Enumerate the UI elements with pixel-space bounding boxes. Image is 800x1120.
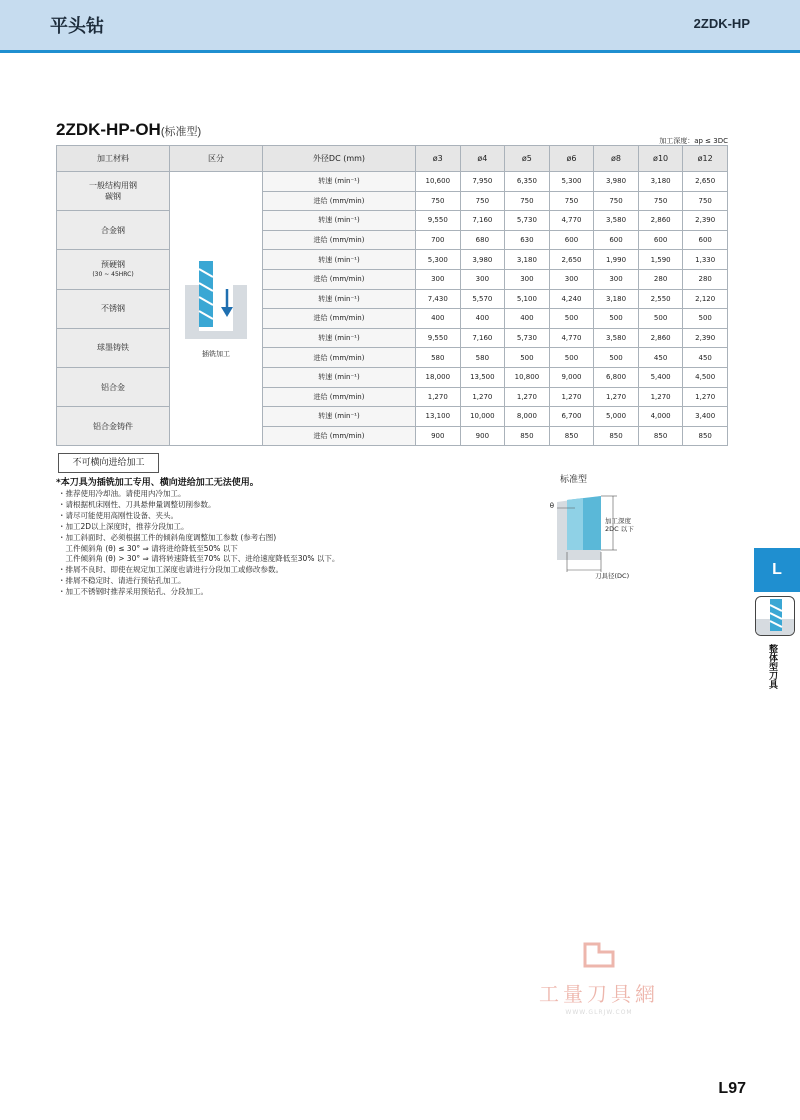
material-name: 铝合金铸件 bbox=[93, 421, 133, 431]
plunge-milling-icon bbox=[177, 259, 255, 339]
feed-label-cell: 进给 (mm/min) bbox=[263, 269, 416, 289]
table-row bbox=[57, 211, 728, 231]
speed-value-cell: 5,300 bbox=[549, 172, 594, 192]
page-number: L97 bbox=[718, 1080, 746, 1097]
depth-note: 加工深度：ap ≤ 3DC bbox=[659, 137, 728, 145]
material-name: 一般结构用钢 bbox=[89, 181, 137, 191]
feed-value-cell: 1,270 bbox=[683, 387, 728, 407]
feed-value-cell: 600 bbox=[594, 230, 639, 250]
division-caption: 插铣加工 bbox=[202, 349, 230, 358]
depth-label-2: 2DC 以下 bbox=[605, 525, 634, 533]
down-arrow-icon bbox=[221, 307, 233, 317]
speed-value-cell: 2,550 bbox=[638, 289, 683, 309]
table-row bbox=[57, 289, 728, 309]
speed-value-cell: 9,550 bbox=[416, 211, 461, 231]
feed-value-cell: 300 bbox=[505, 269, 550, 289]
speed-value-cell: 10,800 bbox=[505, 367, 550, 387]
header-dia-8: ø8 bbox=[594, 146, 639, 172]
feed-value-cell: 300 bbox=[460, 269, 505, 289]
speed-value-cell: 5,000 bbox=[594, 407, 639, 427]
feed-value-cell: 700 bbox=[416, 230, 461, 250]
speed-value-cell: 8,000 bbox=[505, 407, 550, 427]
inclined-surface-diagram bbox=[545, 486, 655, 586]
watermark-url: WWW.GLRJW.COM bbox=[565, 1009, 633, 1016]
feed-value-cell: 1,270 bbox=[460, 387, 505, 407]
header-dia-10: ø10 bbox=[638, 146, 683, 172]
speed-value-cell: 2,650 bbox=[549, 250, 594, 270]
note-item: 工件倾斜角 (θ) > 30° ⇒ 请将转速降低至70% 以下、进给速度降低至30% 以下。 bbox=[58, 554, 340, 564]
speed-value-cell: 4,500 bbox=[683, 367, 728, 387]
header-dia-3: ø3 bbox=[416, 146, 461, 172]
note-item: ・请尽可能使用高刚性设备、夹头。 bbox=[58, 510, 178, 520]
feed-value-cell: 300 bbox=[549, 269, 594, 289]
feed-label-cell: 进给 (mm/min) bbox=[263, 348, 416, 368]
speed-value-cell: 3,980 bbox=[460, 250, 505, 270]
feed-value-cell: 600 bbox=[683, 230, 728, 250]
speed-value-cell: 1,590 bbox=[638, 250, 683, 270]
header-division: 区分 bbox=[170, 146, 263, 172]
speed-value-cell: 10,000 bbox=[460, 407, 505, 427]
feed-value-cell: 500 bbox=[638, 309, 683, 329]
feed-value-cell: 750 bbox=[683, 191, 728, 211]
speed-value-cell: 9,000 bbox=[549, 367, 594, 387]
speed-label-cell: 转速 (min⁻¹) bbox=[263, 211, 416, 231]
feed-value-cell: 500 bbox=[549, 309, 594, 329]
product-subtitle: (标准型) bbox=[160, 126, 202, 138]
table-header-row bbox=[57, 146, 728, 172]
feed-value-cell: 400 bbox=[416, 309, 461, 329]
speed-value-cell: 13,100 bbox=[416, 407, 461, 427]
note-item: ・加工斜面时、必须根据工件的倾斜角度调整加工参数 (参考右图) bbox=[58, 532, 277, 542]
speed-value-cell: 3,180 bbox=[638, 172, 683, 192]
speed-value-cell: 4,770 bbox=[549, 211, 594, 231]
no-cross-feed-box: 不可横向进给加工 bbox=[58, 453, 159, 473]
plunge-only-note: *本刀具为插铣加工专用、横向进给加工无法使用。 bbox=[56, 478, 259, 488]
speed-label-cell: 转速 (min⁻¹) bbox=[263, 328, 416, 348]
feed-value-cell: 400 bbox=[460, 309, 505, 329]
speed-value-cell: 5,730 bbox=[505, 328, 550, 348]
speed-label-cell: 转速 (min⁻¹) bbox=[263, 289, 416, 309]
note-item: ・排屑不良时、即使在规定加工深度也请进行分段加工或修改参数。 bbox=[58, 565, 283, 575]
feed-label-cell: 进给 (mm/min) bbox=[263, 191, 416, 211]
dia-label: 刀具径(DC) bbox=[595, 572, 630, 580]
feed-value-cell: 750 bbox=[460, 191, 505, 211]
feed-label-cell: 进给 (mm/min) bbox=[263, 387, 416, 407]
speed-value-cell: 1,330 bbox=[683, 250, 728, 270]
speed-value-cell: 1,990 bbox=[594, 250, 639, 270]
speed-value-cell: 5,400 bbox=[638, 367, 683, 387]
table-row bbox=[57, 172, 728, 192]
feed-label-cell: 进给 (mm/min) bbox=[263, 426, 416, 446]
material-cell bbox=[57, 250, 170, 289]
plunge-diagram bbox=[177, 259, 255, 359]
material-cell bbox=[57, 289, 170, 328]
header-bar bbox=[0, 0, 800, 50]
speed-value-cell: 3,180 bbox=[505, 250, 550, 270]
watermark-logo-icon bbox=[579, 940, 619, 970]
speed-value-cell: 10,600 bbox=[416, 172, 461, 192]
speed-value-cell: 2,860 bbox=[638, 211, 683, 231]
feed-value-cell: 850 bbox=[683, 426, 728, 446]
material-name: 铝合金 bbox=[101, 382, 125, 392]
feed-value-cell: 1,270 bbox=[594, 387, 639, 407]
speed-value-cell: 5,730 bbox=[505, 211, 550, 231]
feed-value-cell: 750 bbox=[549, 191, 594, 211]
feed-value-cell: 600 bbox=[638, 230, 683, 250]
note-item: ・推荐使用冷却油。请使用内冷加工。 bbox=[58, 489, 186, 498]
feed-label-cell: 进给 (mm/min) bbox=[263, 230, 416, 250]
solid-tool-icon bbox=[755, 596, 795, 636]
solid-tool-category-label: 整体型刀具 bbox=[767, 644, 777, 689]
speed-value-cell: 3,580 bbox=[594, 328, 639, 348]
feed-value-cell: 500 bbox=[505, 348, 550, 368]
table-row bbox=[57, 367, 728, 387]
feed-value-cell: 680 bbox=[460, 230, 505, 250]
note-item: 工件倾斜角 (θ) ≤ 30° ⇒ 请将进给降低至50% 以下 bbox=[58, 543, 238, 553]
speed-value-cell: 2,860 bbox=[638, 328, 683, 348]
watermark bbox=[524, 940, 674, 1016]
material-name-2: 碳钢 bbox=[105, 192, 121, 202]
feed-value-cell: 500 bbox=[549, 348, 594, 368]
speed-label-cell: 转速 (min⁻¹) bbox=[263, 172, 416, 192]
speed-value-cell: 3,400 bbox=[683, 407, 728, 427]
feed-value-cell: 850 bbox=[549, 426, 594, 446]
feed-label-cell: 进给 (mm/min) bbox=[263, 309, 416, 329]
speed-value-cell: 7,160 bbox=[460, 211, 505, 231]
feed-value-cell: 1,270 bbox=[416, 387, 461, 407]
speed-value-cell: 6,800 bbox=[594, 367, 639, 387]
speed-value-cell: 3,980 bbox=[594, 172, 639, 192]
section-tab-l: L bbox=[754, 548, 800, 592]
standard-type-label: 标准型 bbox=[560, 475, 588, 485]
feed-value-cell: 600 bbox=[549, 230, 594, 250]
feed-value-cell: 450 bbox=[638, 348, 683, 368]
speed-value-cell: 18,000 bbox=[416, 367, 461, 387]
header-dia-12: ø12 bbox=[683, 146, 728, 172]
theta-label: θ bbox=[549, 502, 554, 510]
feed-value-cell: 280 bbox=[638, 269, 683, 289]
speed-value-cell: 4,000 bbox=[638, 407, 683, 427]
feed-value-cell: 280 bbox=[683, 269, 728, 289]
note-item: ・加工2D以上深度时，推荐分段加工。 bbox=[58, 521, 189, 531]
speed-value-cell: 7,950 bbox=[460, 172, 505, 192]
material-cell bbox=[57, 328, 170, 367]
speed-value-cell: 6,700 bbox=[549, 407, 594, 427]
speed-value-cell: 2,120 bbox=[683, 289, 728, 309]
speed-value-cell: 6,350 bbox=[505, 172, 550, 192]
depth-label-1: 加工深度 bbox=[605, 517, 631, 525]
header-diameter: 外径DC (mm) bbox=[263, 146, 416, 172]
feed-value-cell: 750 bbox=[416, 191, 461, 211]
header-dia-5: ø5 bbox=[505, 146, 550, 172]
speed-label-cell: 转速 (min⁻¹) bbox=[263, 250, 416, 270]
feed-value-cell: 500 bbox=[683, 309, 728, 329]
feed-value-cell: 850 bbox=[505, 426, 550, 446]
feed-value-cell: 580 bbox=[416, 348, 461, 368]
header-material: 加工材料 bbox=[57, 146, 170, 172]
feed-value-cell: 580 bbox=[460, 348, 505, 368]
material-name: 球墨铸铁 bbox=[97, 343, 129, 353]
product-series-code: 2ZDK-HP bbox=[693, 16, 750, 31]
material-name: 预硬钢 bbox=[101, 260, 125, 270]
product-code: 2ZDK-HP-OH bbox=[56, 120, 161, 139]
feed-value-cell: 750 bbox=[638, 191, 683, 211]
feed-value-cell: 750 bbox=[505, 191, 550, 211]
feed-value-cell: 630 bbox=[505, 230, 550, 250]
header-accent-line bbox=[0, 50, 800, 53]
feed-value-cell: 450 bbox=[683, 348, 728, 368]
feed-value-cell: 900 bbox=[460, 426, 505, 446]
tool-highlight bbox=[567, 498, 583, 550]
table-row bbox=[57, 407, 728, 427]
feed-value-cell: 850 bbox=[594, 426, 639, 446]
note-item: ・请根据机床刚性、刀具悬伸量调整切削参数。 bbox=[58, 499, 216, 509]
watermark-text: 工量刀具網 bbox=[539, 982, 659, 1006]
feed-value-cell: 300 bbox=[594, 269, 639, 289]
speed-value-cell: 13,500 bbox=[460, 367, 505, 387]
page-title: 平头钻 bbox=[50, 16, 104, 37]
usage-notes bbox=[58, 489, 339, 598]
feed-value-cell: 500 bbox=[594, 348, 639, 368]
speed-value-cell: 7,160 bbox=[460, 328, 505, 348]
feed-value-cell: 300 bbox=[416, 269, 461, 289]
feed-value-cell: 400 bbox=[505, 309, 550, 329]
feed-value-cell: 500 bbox=[594, 309, 639, 329]
speed-value-cell: 5,300 bbox=[416, 250, 461, 270]
cutting-conditions-table bbox=[56, 145, 728, 446]
feed-value-cell: 750 bbox=[594, 191, 639, 211]
feed-value-cell: 1,270 bbox=[638, 387, 683, 407]
material-hardness-note: (30 ~ 45HRC) bbox=[92, 271, 134, 279]
note-item: ・加工不锈钢时推荐采用预钻孔、分段加工。 bbox=[58, 587, 208, 597]
material-name: 不锈钢 bbox=[101, 304, 125, 314]
speed-value-cell: 5,570 bbox=[460, 289, 505, 309]
speed-label-cell: 转速 (min⁻¹) bbox=[263, 407, 416, 427]
speed-value-cell: 2,390 bbox=[683, 211, 728, 231]
speed-value-cell: 9,550 bbox=[416, 328, 461, 348]
division-cell bbox=[170, 172, 263, 446]
header-dia-4: ø4 bbox=[460, 146, 505, 172]
speed-value-cell: 3,180 bbox=[594, 289, 639, 309]
speed-value-cell: 3,580 bbox=[594, 211, 639, 231]
speed-label-cell: 转速 (min⁻¹) bbox=[263, 367, 416, 387]
material-cell bbox=[57, 407, 170, 446]
material-cell bbox=[57, 172, 170, 211]
speed-value-cell: 2,390 bbox=[683, 328, 728, 348]
speed-value-cell: 4,240 bbox=[549, 289, 594, 309]
header-dia-6: ø6 bbox=[549, 146, 594, 172]
product-title bbox=[56, 120, 201, 140]
feed-value-cell: 1,270 bbox=[505, 387, 550, 407]
note-item: ・排屑不稳定时、请进行预钻孔加工。 bbox=[58, 576, 186, 586]
material-cell bbox=[57, 211, 170, 250]
material-name: 合金钢 bbox=[101, 225, 125, 235]
table-row bbox=[57, 328, 728, 348]
solid-tool-icon-graphic bbox=[756, 597, 795, 636]
speed-value-cell: 7,430 bbox=[416, 289, 461, 309]
workpiece-shape bbox=[185, 285, 247, 339]
speed-value-cell: 5,100 bbox=[505, 289, 550, 309]
speed-value-cell: 4,770 bbox=[549, 328, 594, 348]
feed-value-cell: 850 bbox=[638, 426, 683, 446]
feed-value-cell: 900 bbox=[416, 426, 461, 446]
material-cell bbox=[57, 367, 170, 406]
speed-value-cell: 2,650 bbox=[683, 172, 728, 192]
feed-value-cell: 1,270 bbox=[549, 387, 594, 407]
table-row bbox=[57, 250, 728, 270]
